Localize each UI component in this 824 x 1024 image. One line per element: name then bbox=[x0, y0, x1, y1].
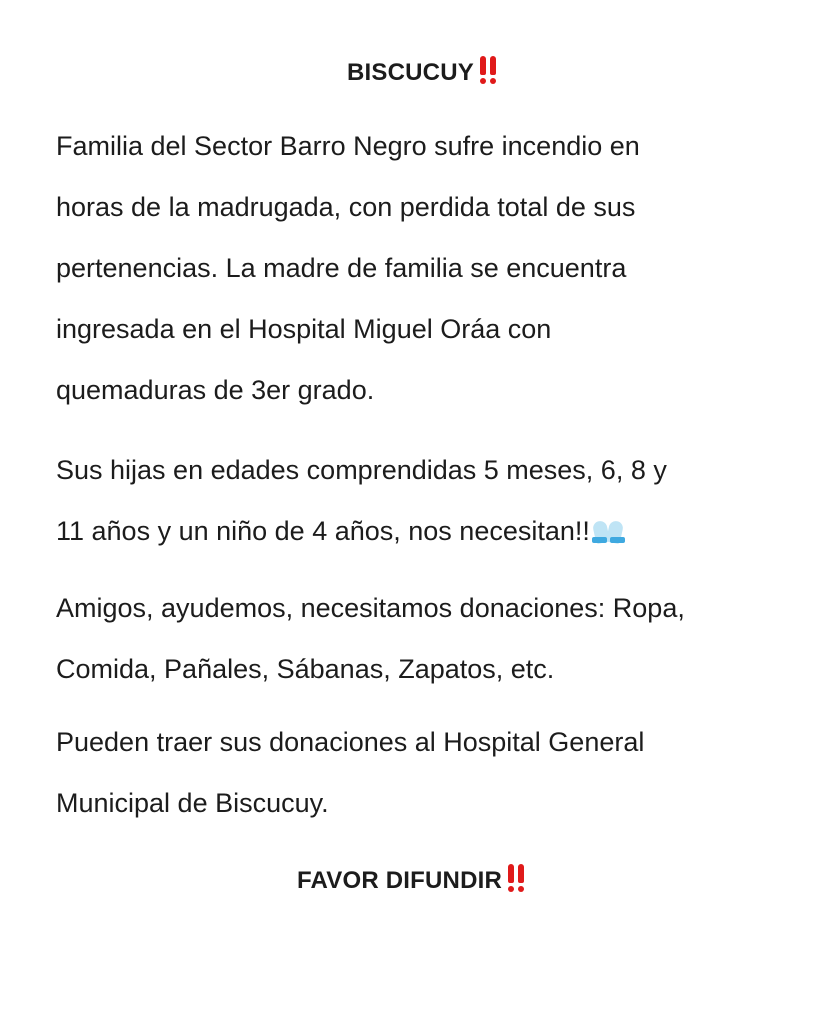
paragraph-line: Sus hijas en edades comprendidas 5 meses, 6, 8 y bbox=[56, 455, 667, 485]
post-footer-text: FAVOR DIFUNDIR bbox=[296, 867, 503, 894]
paragraph-line: Comida, Pañales, Sábanas, Zapatos, etc. bbox=[56, 654, 555, 684]
paragraph-line: pertenencias. La madre de familia se encuentra bbox=[56, 253, 627, 283]
double-exclamation-icon bbox=[505, 864, 527, 892]
paragraph-line: quemaduras de 3er grado. bbox=[56, 375, 375, 405]
paragraph-donation-location bbox=[56, 712, 786, 834]
paragraph-donations-request bbox=[56, 578, 786, 700]
paragraph-fire-report bbox=[56, 116, 786, 421]
paragraph-line: ingresada en el Hospital Miguel Oráa con bbox=[56, 314, 552, 344]
paragraph-line: Pueden traer sus donaciones al Hospital General bbox=[56, 727, 645, 757]
paragraph-line: horas de la madrugada, con perdida total de sus bbox=[56, 192, 636, 222]
paragraph-line: Amigos, ayudemos, necesitamos donaciones: Ropa, bbox=[56, 593, 685, 623]
folded-hands-icon bbox=[591, 517, 627, 543]
paragraph-line: Familia del Sector Barro Negro sufre incendio en bbox=[56, 131, 640, 161]
paragraph-line: Municipal de Biscucuy. bbox=[56, 788, 329, 818]
post-title bbox=[0, 56, 824, 87]
post-title-text: BISCUCUY bbox=[347, 59, 474, 86]
paragraph-line-with-emoji bbox=[56, 501, 786, 562]
post-footer bbox=[0, 864, 824, 895]
paragraph-line-text: 11 años y un niño de 4 años, nos necesitan!! bbox=[56, 516, 590, 546]
double-exclamation-icon bbox=[477, 56, 499, 84]
paragraph-children bbox=[56, 440, 786, 562]
